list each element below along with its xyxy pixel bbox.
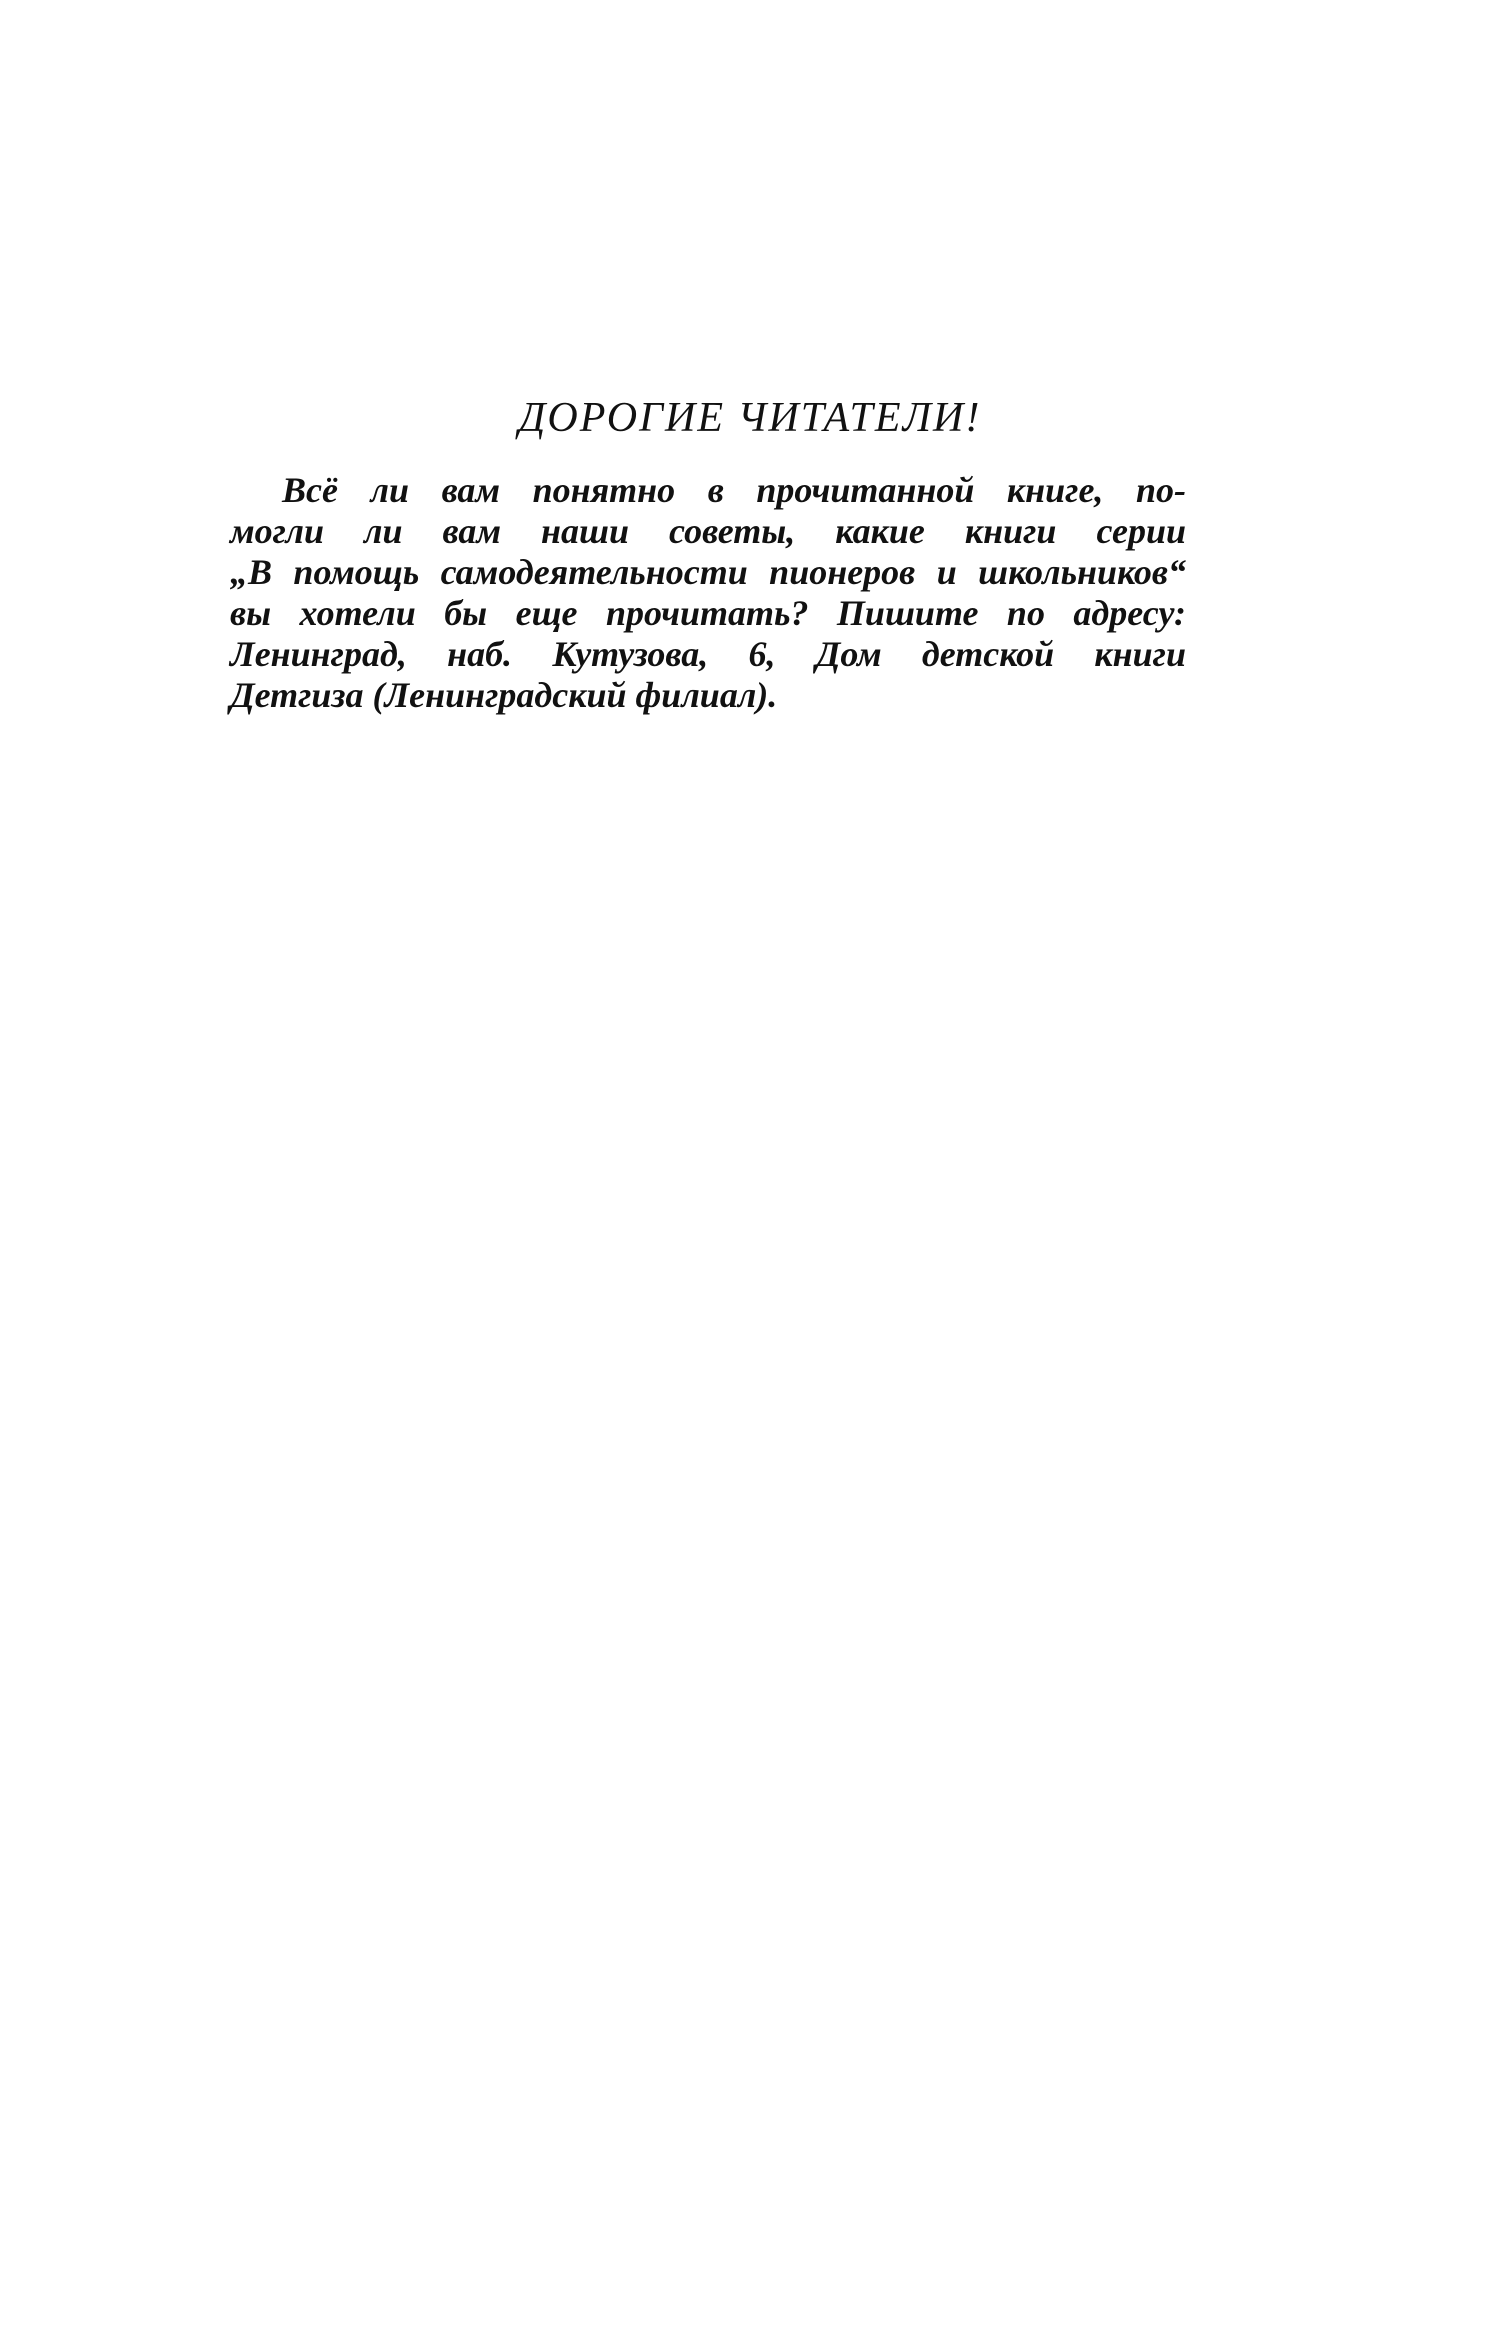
paragraph-line: Детгиза (Ленинградский филиал). xyxy=(230,675,778,715)
paragraph-line: Ленинград, наб. Кутузова, 6, Дом детской книги xyxy=(230,634,1186,674)
page-heading: ДОРОГИЕ ЧИТАТЕЛИ! xyxy=(518,395,982,441)
reader-appeal-paragraph xyxy=(230,470,1186,716)
paragraph-line: „В помощь самодеятельности пионеров и школьников“ xyxy=(230,552,1186,592)
paragraph-line: могли ли вам наши советы, какие книги серии xyxy=(230,511,1186,551)
paragraph-line: вы хотели бы еще прочитать? Пишите по адресу: xyxy=(230,593,1186,633)
paragraph-line: Всё ли вам понятно в прочитанной книге, по- xyxy=(282,470,1186,510)
